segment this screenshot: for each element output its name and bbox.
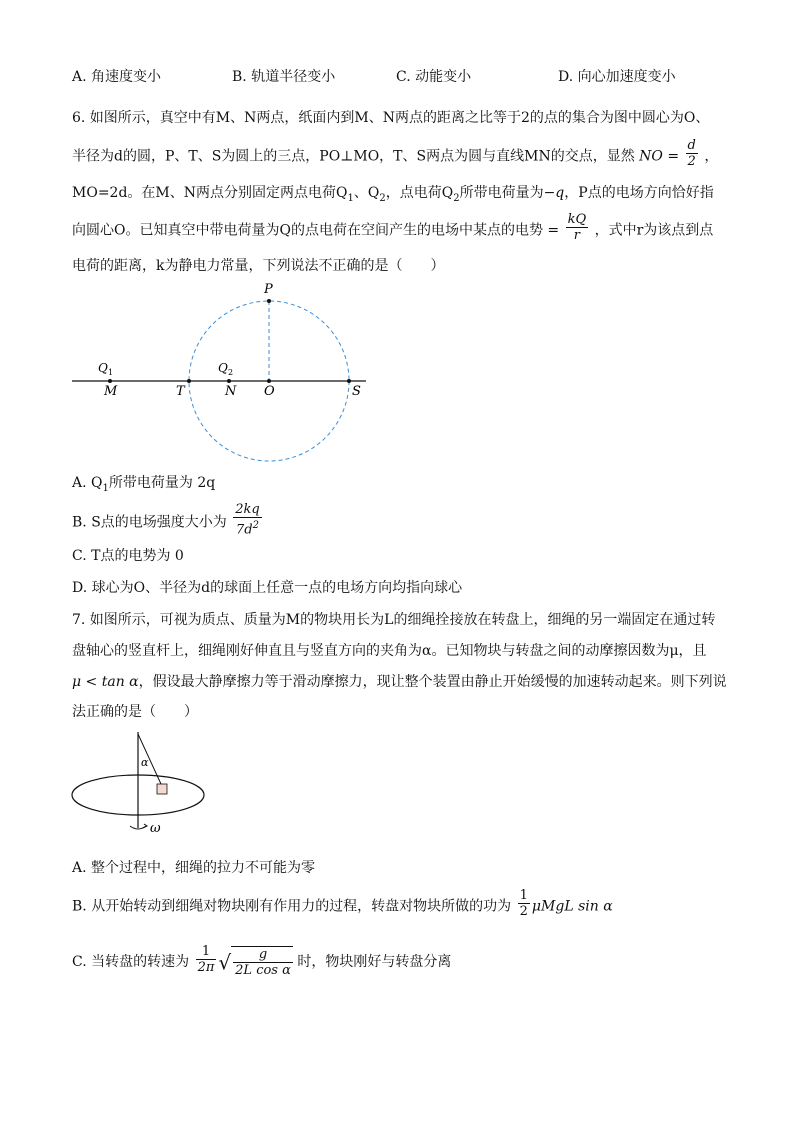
q6-circle-figure xyxy=(0,280,794,470)
fraction-kq-over-r: $\frac{kQ}{r}$ xyxy=(567,212,587,243)
q5-option-a: A. 角速度变小 xyxy=(72,69,162,85)
label-q1: Q xyxy=(98,361,108,375)
q6-stem-line3: MO=2d。在M、N两点分别固定两点电荷$Q_1$、$Q_2$，点电荷$Q_2$所带电荷量为−q，P点的电场方向恰好指 xyxy=(72,185,714,204)
label-n: N xyxy=(225,384,237,399)
q7-option-a: A. 整个过程中，细绳的拉力不可能为零 xyxy=(72,860,316,876)
point-m xyxy=(108,379,112,383)
q6-option-d: D. 球心为O、半径为d的球面上任意一点的电场方向均指向球心 xyxy=(72,580,463,596)
q7-stem-line2: 盘轴心的竖直杆上，细绳刚好伸直且与竖直方向的夹角为α。已知物块与转盘之间的动摩擦因数为μ，且 xyxy=(72,643,707,659)
label-q1-sub: 1 xyxy=(108,368,114,377)
q6-option-b: B. S点的电场强度大小为 $\frac{2kq}{7d^2}$ xyxy=(72,502,260,538)
fraction-2kq-over-7d2: $\frac{2kq}{7d^2}$ xyxy=(235,502,260,538)
sqrt-expression: √ $\frac{g}{\text{2L cos α}}$ xyxy=(218,947,291,978)
fraction-one-over-2pi: $\frac{1}{2\pi}$ xyxy=(197,943,215,975)
q7-stem-line4: 法正确的是（ ） xyxy=(72,704,198,720)
q6-stem-line5: 电荷的距离，k为静电力常量，下列说法不正确的是（ ） xyxy=(72,258,445,274)
label-q2-sub: 2 xyxy=(228,368,234,377)
q7-stem-line1: 7. 如图所示，可视为质点、质量为M的物块用长为L的细绳拴接放在转盘上，细绳的另一端固定在通过转 xyxy=(72,612,716,628)
label-alpha: α xyxy=(141,756,149,769)
block xyxy=(157,784,167,794)
q6-stem-line4: 向圆心O。已知真空中带电荷量为Q的点电荷在空间产生的电场中某点的电势 = $\frac{kQ}{r}$ ，式中r为该点到点 xyxy=(72,212,714,243)
label-o: O xyxy=(264,384,275,399)
q7-option-c: C. 当转盘的转速为 $\frac{1}{2\pi}$ √ $\frac{g}{\text{2L cos α}}$ 时，物块刚好与转盘分离 xyxy=(72,943,452,978)
q7-turntable-figure xyxy=(60,728,220,843)
q6-stem-line1: 6. 如图所示，真空中有M、N两点，纸面内到M、N两点的距离之比等于2的点的集合为图中圆心为O、 xyxy=(72,110,710,126)
q5-option-b: B. 轨道半径变小 xyxy=(232,69,336,85)
q6-option-a: A. $Q_1$所带电荷量为 2q xyxy=(72,475,216,494)
label-m: M xyxy=(104,384,118,399)
arrow-head xyxy=(143,824,147,828)
label-q2: Q xyxy=(218,361,228,375)
q5-option-c: C. 动能变小 xyxy=(396,69,472,85)
point-n xyxy=(227,379,231,383)
q6-stem-line2: 半径为d的圆，P、T、S为圆上的三点，PO⊥MO，T、S两点为圆与直线MN的交点，显然 NO = $\frac{d}{2}$ ， xyxy=(72,138,719,169)
point-s xyxy=(347,379,351,383)
q6-option-c: C. T点的电势为 0 xyxy=(72,548,184,564)
no-expression: NO = xyxy=(639,148,680,165)
label-omega: ω xyxy=(150,821,161,836)
fraction-d-over-2: $\frac{d}{2}$ xyxy=(687,138,696,169)
point-p xyxy=(267,299,271,303)
label-s: S xyxy=(352,384,361,399)
label-p: P xyxy=(264,282,273,297)
fraction-one-half: $\frac{1}{2}$ xyxy=(519,888,528,919)
q7-option-b: B. 从开始转动到细绳对物块刚有作用力的过程，转盘对物块所做的功为 $\frac{1}{2}$ μMgL sin α xyxy=(72,888,613,919)
point-t xyxy=(187,379,191,383)
q7-stem-line3: μ < tan α，假设最大静摩擦力等于滑动摩擦力，现让整个装置由静止开始缓慢的加速转动起来。则下列说 xyxy=(72,674,727,690)
point-o xyxy=(267,379,271,383)
q5-option-d: D. 向心加速度变小 xyxy=(558,69,676,85)
label-t: T xyxy=(176,384,185,399)
